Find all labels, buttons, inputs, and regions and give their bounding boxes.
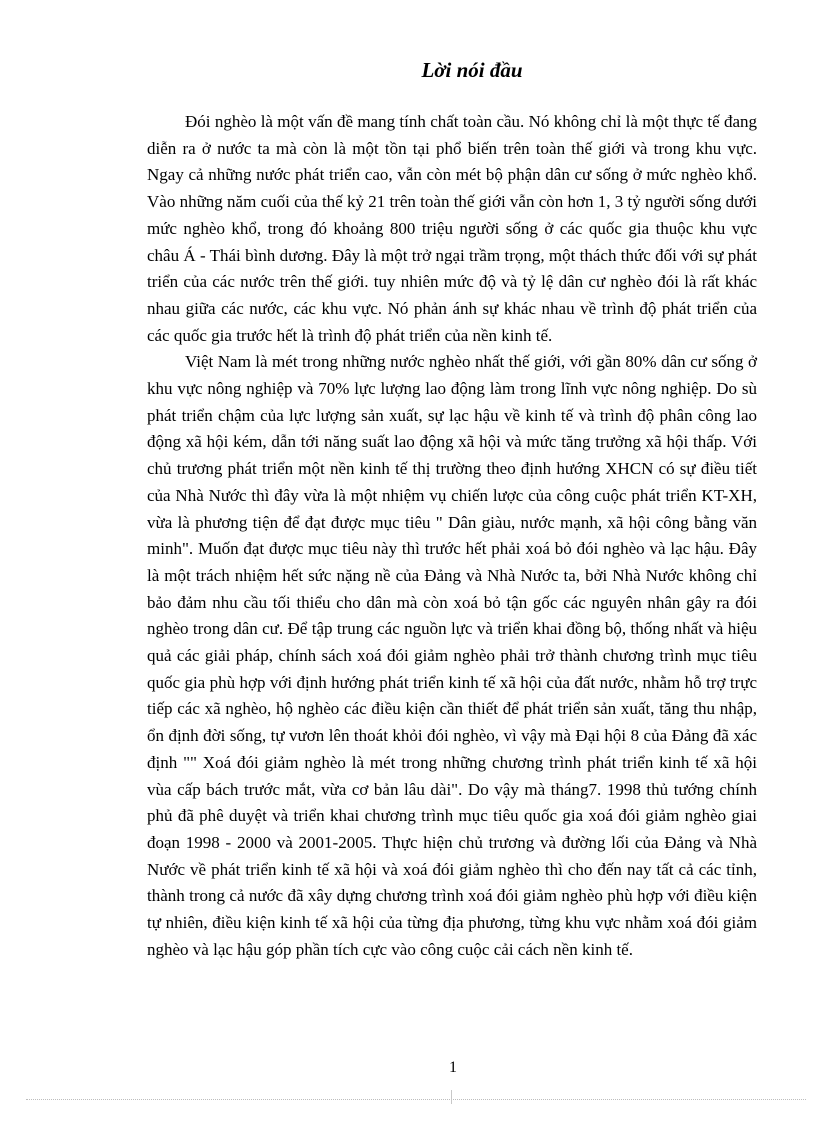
- page-number: 1: [449, 1059, 457, 1076]
- page-title: Lời nói đầu: [421, 58, 523, 82]
- page-break-marker: [451, 1090, 452, 1104]
- body-text: [147, 109, 757, 964]
- paragraph-1: Đói nghèo là một vấn đề mang tính chất toàn cầu. Nó không chỉ là một thực tế đang diễn ra ở nước ta mà còn là một tồn tại phổ biến trên toàn thế giới và trong khu vực. Ngay cả những nước phát triển cao, vẫn còn mét bộ phận dân cư sống ở mức nghèo khổ. Vào những năm cuối của thế kỷ 21 trên toàn thế giới vẫn còn hơn 1, 3 tỷ người sống dưới mức nghèo khổ, trong đó khoảng 800 triệu người sống ở các quốc gia thuộc khu vực châu Á - Thái bình dương. Đây là một trở ngại trầm trọng, một thách thức đối với sự phát triển của các nước trên thế giới. tuy nhiên mức độ và tỷ lệ dân cư nghèo đói là rất khác nhau giữa các nước, các khu vực. Nó phản ánh sự khác nhau về trình độ phát triển của các quốc gia trước hết là trình độ phát triển của nền kinh tế.: [147, 112, 757, 345]
- page-bottom-divider: [26, 1099, 806, 1100]
- paragraph-2: Việt Nam là mét trong những nước nghèo nhất thế giới, với gần 80% dân cư sống ở khu vực nông nghiệp và 70% lực lượng lao động làm trong lĩnh vực nông nghiệp. Do sù phát triển chậm của lực lượng sản xuất, sự lạc hậu về kinh tế và trình độ phân công lao động xã hội kém, dẫn tới năng suất lao động xã hội và mức tăng trưởng xã hội thấp. Với chủ trương phát triển một nền kinh tế thị trường theo định hướng XHCN có sự điều tiết của Nhà Nước thì đây vừa là một nhiệm vụ chiến lược của công cuộc phát triển KT-XH, vừa là phương tiện để đạt được mục tiêu " Dân giàu, nước mạnh, xã hội công bằng văn minh". Muốn đạt được mục tiêu này thì trước hết phải xoá bỏ đói nghèo và lạc hậu. Đây là một trách nhiệm hết sức nặng nề của Đảng và Nhà Nước ta, bởi Nhà Nước không chỉ bảo đảm nhu cầu tối thiểu cho dân mà còn xoá bỏ tận gốc các nguyên nhân gây ra đói nghèo trong dân cư. Để tập trung các nguồn lực và triển khai đồng bộ, thống nhất và hiệu quả các giải pháp, chính sách xoá đói giảm nghèo phải trở thành chương trình mục tiêu quốc gia phù hợp với định hướng phát triển kinh tế xã hội của đất nước, nhằm hỗ trợ trực tiếp các xã nghèo, hộ nghèo các điều kiện cần thiết để phát triển sản xuất, tăng thu nhập, ổn định đời sống, tự vươn lên thoát khỏi đói nghèo, vì vậy mà Đại hội 8 của Đảng đã xác định "" Xoá đói giảm nghèo là mét trong những chương trình phát triển kinh tế xã hội vùa cấp bách trước mắt, vừa cơ bản lâu dài". Do vậy mà tháng7. 1998 thủ tướng chính phủ đã phê duyệt và triển khai chương trình mục tiêu quốc gia xoá đói giảm nghèo giai đoạn 1998 - 2000 và 2001-2005. Thực hiện chủ trương và đường lối của Đảng và Nhà Nước về phát triển kinh tế xã hội và xoá đói giảm nghèo thì cho đến nay tất cả các tỉnh, thành trong cả nước đã xây dựng chương trình xoá đói giảm nghèo phù hợp với điều kiện tự nhiên, điều kiện kinh tế xã hội của từng địa phương, từng khu vực nhằm xoá đói giảm nghèo và lạc hậu góp phần tích cực vào công cuộc cải cách nền kinh tế.: [147, 352, 757, 959]
